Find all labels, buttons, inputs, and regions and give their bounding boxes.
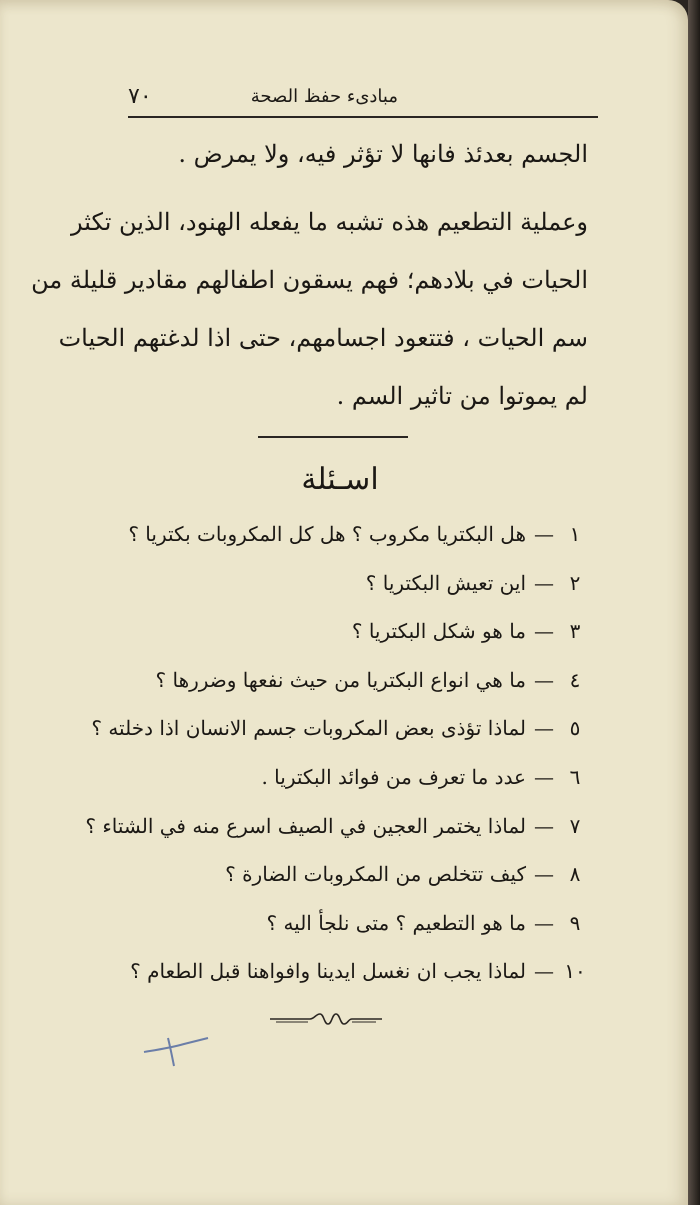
page-number: ٧٠ (128, 84, 152, 109)
questions-heading: اسـئلة (301, 462, 379, 497)
header-rule (128, 116, 598, 118)
question-item (28, 959, 588, 1008)
running-title: مبادیء حفظ الصحة (250, 86, 398, 107)
question-number: ٨ (569, 862, 581, 887)
body-line: الجسم بعدئذ فانها لا تؤثر فيه، ولا يمرض . (178, 140, 588, 168)
question-dash: — (534, 667, 554, 692)
question-number: ٥ (569, 716, 581, 741)
question-dash: — (534, 716, 554, 741)
question-dash: — (534, 813, 554, 838)
pencil-mark-icon (142, 1030, 212, 1070)
question-dash: — (534, 619, 554, 644)
question-number: ٤ (569, 667, 581, 692)
question-number: ٦ (569, 764, 581, 789)
question-dash: — (534, 764, 554, 789)
question-text: ما هو التطعيم ؟ متى نلجأ اليه ؟ (266, 910, 526, 935)
question-text: ما هي انواع البكتريا من حيث نفعها وضررها ؟ (155, 667, 526, 692)
question-number: ٩ (569, 910, 581, 935)
question-number: ٢ (569, 570, 581, 595)
question-text: لماذا تؤذى بعض المكروبات جسم الانسان اذا دخلته ؟ (91, 716, 526, 741)
question-text: عدد ما تعرف من فوائد البكتريا . (261, 764, 526, 789)
body-line: الحيات في بلادهم؛ فهم يسقون اطفالهم مقادير قليلة من (31, 266, 588, 294)
question-dash: — (534, 862, 554, 887)
question-item (28, 571, 588, 620)
question-text: اين تعيش البكتريا ؟ (365, 570, 526, 595)
question-item (28, 522, 588, 571)
question-item (28, 619, 588, 668)
question-dash: — (534, 959, 554, 984)
question-text: ما هو شكل البكتريا ؟ (351, 619, 526, 644)
question-text: كيف تتخلص من المكروبات الضارة ؟ (225, 862, 526, 887)
question-text: هل البكتريا مكروب ؟ هل كل المكروبات بكتريا ؟ (128, 522, 526, 546)
question-text: لماذا يجب ان نغسل ايدينا وافواهنا قبل الطعام ؟ (130, 959, 526, 984)
question-item (28, 668, 588, 717)
book-spine (688, 0, 700, 1205)
question-text: لماذا يختمر العجين في الصيف اسرع منه في الشتاء ؟ (85, 813, 526, 838)
question-number: ١ (569, 522, 581, 546)
question-number: ٧ (569, 813, 581, 838)
question-item (28, 765, 588, 814)
question-number: ٣ (569, 619, 581, 644)
body-line: لم يموتوا من تاثير السم . (336, 382, 588, 410)
question-item (28, 814, 588, 863)
question-dash: — (534, 910, 554, 935)
question-item (28, 716, 588, 765)
question-item (28, 862, 588, 911)
question-number: ١٠ (564, 959, 586, 984)
question-dash: — (534, 522, 554, 546)
question-item (28, 911, 588, 960)
body-line: سم الحيات ، فتتعود اجسامهم، حتى اذا لدغتهم الحيات (58, 324, 588, 352)
question-dash: — (534, 570, 554, 595)
body-line: وعملية التطعيم هذه تشبه ما يفعله الهنود، الذين تكثر (70, 208, 588, 236)
page-header (128, 78, 598, 114)
questions-list (28, 522, 588, 1008)
section-divider (258, 436, 408, 438)
ornament-divider-icon (268, 1010, 384, 1028)
